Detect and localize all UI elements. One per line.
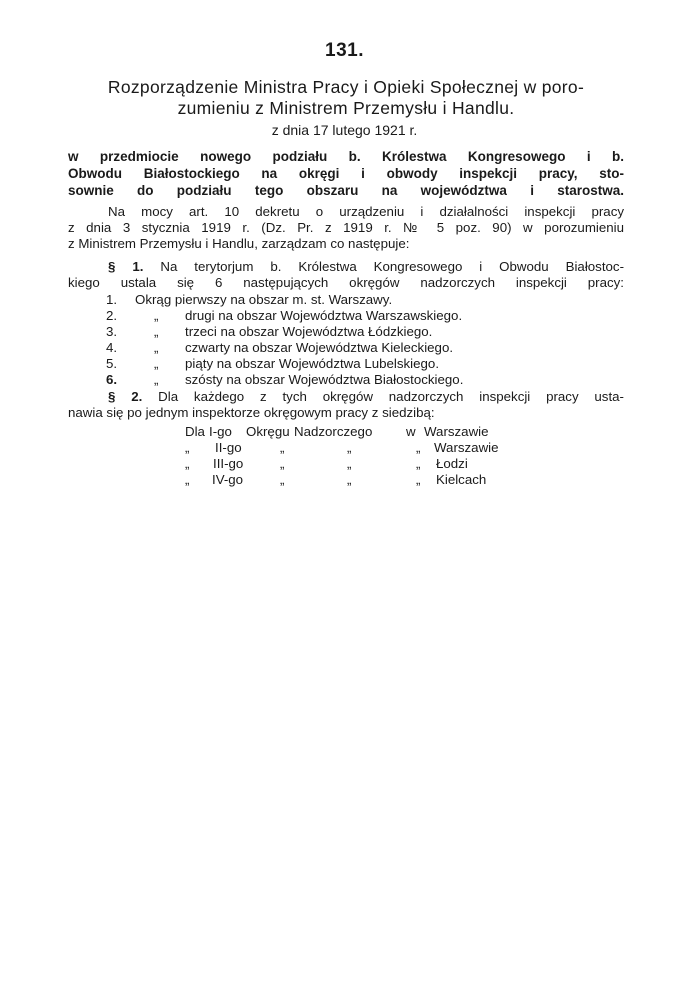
item-number: 1. bbox=[106, 292, 118, 307]
section-1-first-line bbox=[68, 259, 624, 275]
seat-ordinal: III-go bbox=[213, 456, 244, 471]
section-2-line: nawia się po jednym inspektorze okręgowym pracy z siedzibą: bbox=[68, 405, 435, 420]
seat-prefix: „ bbox=[185, 440, 190, 455]
item-number: 2. bbox=[106, 308, 118, 323]
regulation-subject bbox=[68, 148, 624, 199]
item-ditto: „ bbox=[154, 372, 159, 387]
seat-preposition: „ bbox=[416, 456, 421, 471]
section-1-mark: § 1. bbox=[108, 259, 144, 274]
seat-nadzorczego: „ bbox=[347, 440, 352, 455]
seat-ordinal: II-go bbox=[215, 440, 242, 455]
preamble-line: z dnia 3 stycznia 1919 r. (Dz. Pr. z 1919 r. № 5 poz. 90) w porozumieniu bbox=[68, 220, 624, 235]
seat-prefix: „ bbox=[185, 456, 190, 471]
section-2-paragraph bbox=[68, 389, 624, 421]
section-1-line: kiego ustala się 6 następujących okręgów nadzorczych inspekcji pracy: bbox=[68, 275, 624, 290]
subject-line: w przedmiocie nowego podziału b. Królestwa Kongresowego i b. bbox=[68, 149, 624, 164]
seat-city: Łodzi bbox=[436, 456, 468, 471]
preamble-paragraph bbox=[68, 204, 624, 252]
seat-city: Warszawie bbox=[434, 440, 499, 455]
section-2-mark: § 2. bbox=[108, 389, 143, 404]
section-2-text: Dla każdego z tych okręgów nadzorczych inspekcji pracy usta- bbox=[158, 389, 624, 404]
seat-city: Warszawie bbox=[424, 424, 489, 439]
seat-ordinal: IV-go bbox=[212, 472, 244, 487]
item-number: 4. bbox=[106, 340, 118, 355]
item-ditto: „ bbox=[154, 308, 159, 323]
item-text: czwarty na obszar Województwa Kieleckiego. bbox=[185, 340, 454, 355]
section-1-text: Na terytorjum b. Królestwa Kongresowego i Obwodu Białostoc- bbox=[160, 259, 624, 274]
item-number: 5. bbox=[106, 356, 118, 371]
document-number: 131. bbox=[325, 40, 364, 61]
subject-line: Obwodu Białostockiego na okręgi i obwody inspekcji pracy, sto- bbox=[68, 166, 624, 181]
item-text: drugi na obszar Województwa Warszawskiego. bbox=[185, 308, 463, 323]
seat-okreg: „ bbox=[280, 456, 285, 471]
seat-okreg: „ bbox=[280, 472, 285, 487]
item-ditto: „ bbox=[154, 340, 159, 355]
item-text: piąty na obszar Województwa Lubelskiego. bbox=[185, 356, 440, 371]
seat-preposition: „ bbox=[416, 472, 421, 487]
seat-nadzorczego: Nadzorczego bbox=[294, 424, 373, 439]
preamble-line: Na mocy art. 10 dekretu o urządzeniu i działalności inspekcji pracy bbox=[108, 204, 624, 219]
item-ditto: „ bbox=[154, 324, 159, 339]
seat-preposition: „ bbox=[416, 440, 421, 455]
title-line: Rozporządzenie Ministra Pracy i Opieki Społecznej w poro- bbox=[107, 77, 585, 97]
regulation-title bbox=[64, 77, 628, 119]
seat-ordinal: I-go bbox=[209, 424, 232, 439]
item-number: 3. bbox=[106, 324, 118, 339]
seat-preposition: w bbox=[406, 424, 416, 439]
seat-prefix: „ bbox=[185, 472, 190, 487]
regulation-date: z dnia 17 lutego 1921 r. bbox=[271, 122, 418, 138]
subject-line: sownie do podziału tego obszaru na województwa i starostwa. bbox=[68, 183, 624, 198]
item-text: Okrąg pierwszy na obszar m. st. Warszawy. bbox=[135, 292, 393, 307]
seat-okreg: „ bbox=[280, 440, 285, 455]
preamble-line: z Ministrem Przemysłu i Handlu, zarządzam co następuje: bbox=[68, 236, 410, 251]
item-ditto: „ bbox=[154, 356, 159, 371]
seat-nadzorczego: „ bbox=[347, 472, 352, 487]
section-2-first-line bbox=[68, 389, 624, 405]
item-number: 6. bbox=[106, 372, 118, 387]
item-text: szósty na obszar Województwa Białostockiego. bbox=[185, 372, 464, 387]
section-1-paragraph bbox=[68, 259, 624, 291]
seat-city: Kielcach bbox=[436, 472, 487, 487]
seat-nadzorczego: „ bbox=[347, 456, 352, 471]
title-line: zumieniu z Ministrem Przemysłu i Handlu. bbox=[177, 98, 515, 118]
seat-okreg: Okręgu bbox=[246, 424, 290, 439]
seat-prefix: Dla bbox=[185, 424, 205, 439]
item-text: trzeci na obszar Województwa Łódzkiego. bbox=[185, 324, 433, 339]
